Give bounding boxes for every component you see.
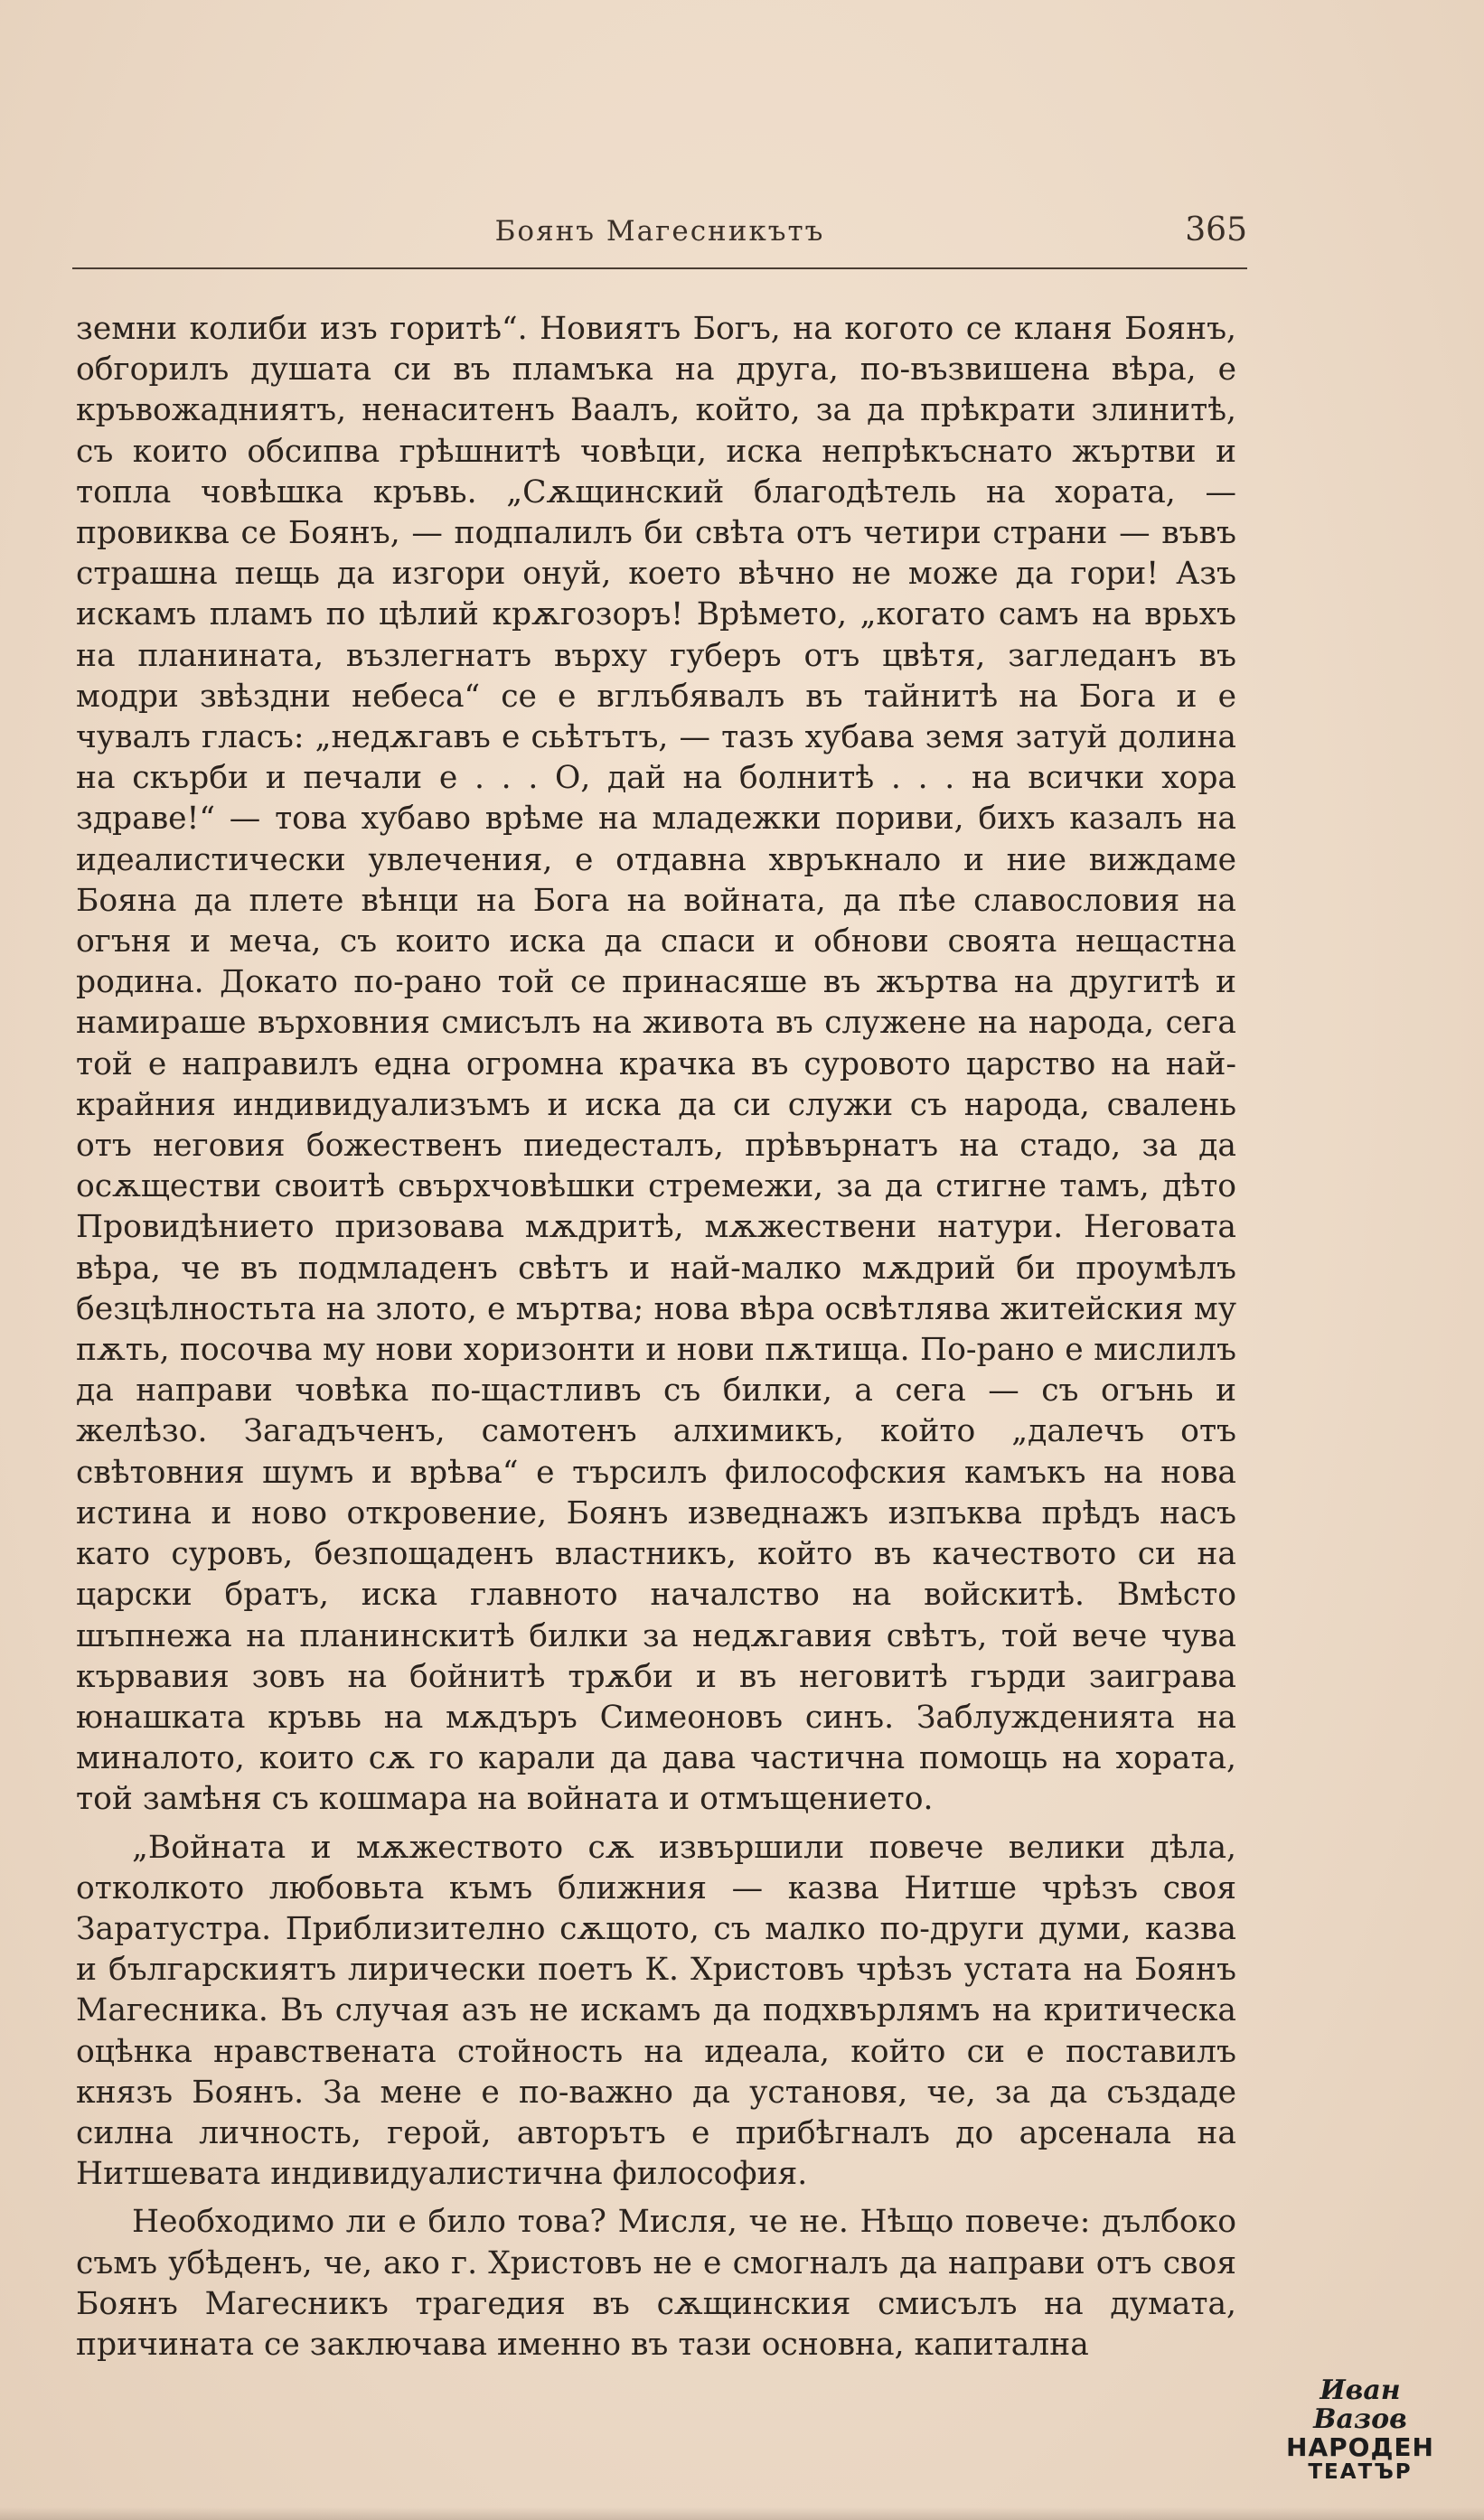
- body-text: [76, 309, 1236, 2365]
- page-header: [72, 206, 1247, 264]
- header-rule: [72, 267, 1247, 269]
- theatre-logo-stamp: [1283, 2375, 1437, 2484]
- page-bottom-edge: [0, 2507, 1484, 2520]
- paragraph-2: „Войната и мѫжеството сѫ извършили повече велики дѣла, отколкото любовьта къмъ ближния — казва Нитше чрѣзъ своя Заратустра. Приблизително сѫщото, съ малко по-други думи, казва и българскиятъ лирически поетъ К. Христовъ чрѣзъ устата на Боянъ Магесника. Въ случая азъ не искамъ да подхвърлямъ на критическа оцѣнка нравствената стойность на идеала, който си е поставилъ князъ Боянъ. За мене е по-важно да установя, че, за да създаде силна личность, герой, авторътъ е прибѣгналъ до арсенала на Нитшевата индивидуалистична философия.: [76, 1829, 1236, 2193]
- stamp-line-2: ТЕАТЪР: [1308, 2460, 1413, 2484]
- stamp-line-1: НАРОДЕН: [1286, 2432, 1434, 2462]
- page-number: 365: [1185, 211, 1247, 248]
- paragraph-1: земни колиби изъ горитѣ“. Новиятъ Богъ, на когото се кланя Боянъ, обгорилъ душата си въ пламъка на друга, по-възвишена вѣра, е кръвожадниятъ, ненаситенъ Ваалъ, който, за да прѣкрати злинитѣ, съ които обсипва грѣшнитѣ човѣци, иска непрѣкъснато жъртви и топла човѣшка кръвь. „Сѫщинский благодѣтель на хората, — провиква се Боянъ, — подпалилъ би свѣта отъ четири страни — въвъ страшна пещь да изгори онуй, което вѣчно не може да гори! Азъ искамъ пламъ по цѣлий крѫгозоръ! Врѣмето, „когато самъ на врьхъ на планината, възлегнатъ върху губеръ отъ цвѣтя, загледанъ въ модри звѣздни небеса“ се е вглъбявалъ въ тайнитѣ на Бога и е чувалъ гласъ: „недѫгавъ е сьѣтътъ, — тазъ хубава земя затуй долина на скърби и печали е . . . О, дай на болнитѣ . . . на всички хора здраве!“ — това хубаво врѣме на младежки пориви, бихъ казалъ на идеалистически увлечения, е отдавна хвръкнало и ние виждаме Бояна да плете вѣнци на Бога на войната, да пѣе славословия на огъня и меча, съ които иска да спаси и обнови своята нещастна родина. Докато по-рано той се принасяше въ жъртва на другитѣ и намираше върховния смисълъ на живота въ служене на народа, сега той е направилъ една огромна крачка въ суровото царство на най-крайния индивидуализъмъ и иска да си служи съ народа, свалень отъ неговия божественъ пиедесталъ, прѣвърнатъ на стадо, за да осѫществи своитѣ свърхчовѣшки стремежи, за да стигне тамъ, дѣто Провидѣнието призовава мѫдритѣ, мѫжествени натури. Неговата вѣра, че въ подмладенъ свѣтъ и най-малко мѫдрий би проумѣлъ безцѣлностьта на злото, е мъртва; нова вѣра освѣтлява житейския му пѫть, посочва му нови хоризонти и нови пѫтища. По-рано е мислилъ да направи човѣка по-щастливъ съ билки, а сега — съ огънь и желѣзо. Загадъченъ, самотенъ алхимикъ, който „далечъ отъ свѣтовния шумъ и врѣва“ е търсилъ философския камъкъ на нова истина и ново откровение, Боянъ изведнажъ изпъква прѣдъ насъ като суровъ, безпощаденъ властникъ, който въ качеството си на царски братъ, иска главното началство на войскитѣ. Вмѣсто шъпнежа на планинскитѣ билки за недѫгавия свѣтъ, той вече чува кървавия зовъ на бойнитѣ трѫби и въ неговитѣ гърди заиграва юнашката кръвь на мѫдъръ Симеоновъ синъ. Заблужденията на миналото, които сѫ го карали да дава частична помощь на хората, той замѣня съ кошмара на войната и отмъщението.: [76, 311, 1236, 1818]
- stamp-signature: Иван Вазов: [1313, 2375, 1407, 2435]
- running-title: Боянъ Магесникътъ: [494, 215, 825, 248]
- paragraph-3: Необходимо ли е било това? Мисля, че не. Нѣщо повече: дълбоко съмъ убѣденъ, че, ако г. Христовъ не е смогналъ да направи отъ своя Боянъ Магесникъ трагедия въ сѫщинския смисълъ на думата, причината се заключава именно въ тази основна, капитална: [76, 2204, 1236, 2363]
